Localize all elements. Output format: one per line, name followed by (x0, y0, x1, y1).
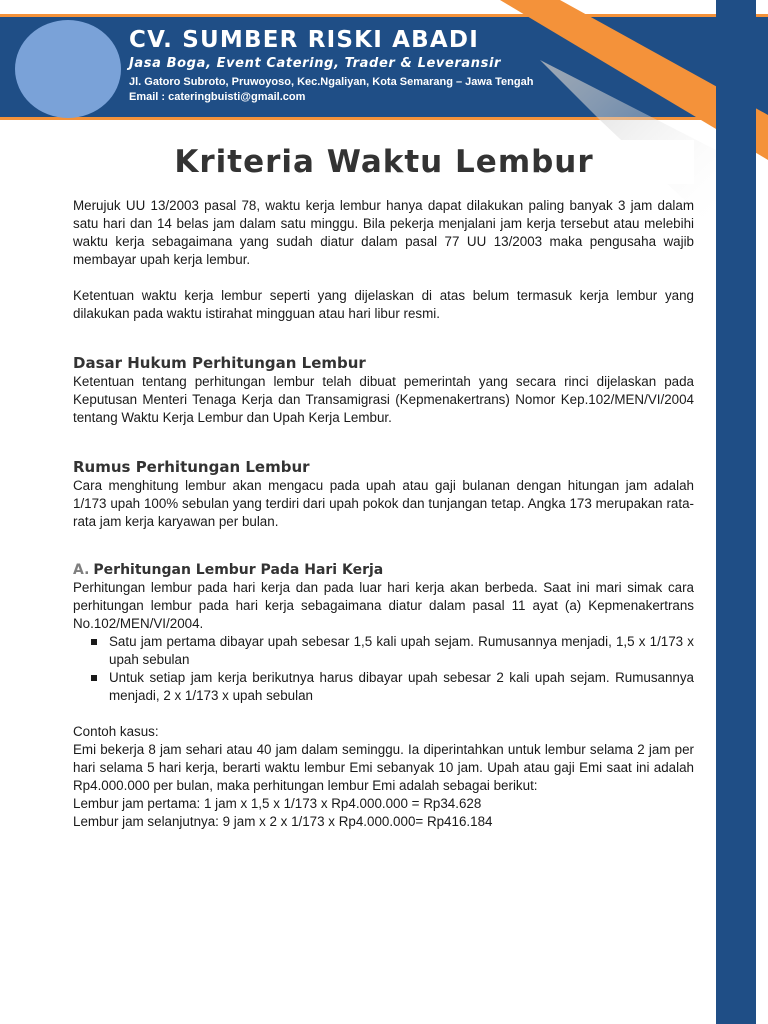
intro-paragraph-2: Ketentuan waktu kerja lembur seperti yang dijelaskan di atas belum termasuk kerja lembur yang dilakukan pada waktu istirahat mingguan atau hari libur resmi. (73, 288, 694, 321)
section-letter: A. (73, 562, 90, 578)
intro-paragraph-1: Merujuk UU 13/2003 pasal 78, waktu kerja lembur hanya dapat dilakukan paling banyak 3 jam dalam satu hari dan 14 belas jam dalam satu minggu. Bila pekerja menjalani jam kerja tersebut atau melebihi waktu kerja sebagaimana yang sudah diatur dalam pasal 77 UU 13/2003 maka pengusaha wajib membayar upah kerja lembur. (73, 198, 694, 267)
document-body (73, 197, 694, 831)
example-paragraph: Emi bekerja 8 jam sehari atau 40 jam dalam seminggu. Ia diperintahkan untuk lembur selama 2 jam per hari selama 5 hari kerja, berarti waktu lembur Emi sebanyak 10 jam. Upah atau gaji Emi saat ini adalah Rp4.000.000 per bulan, maka perhitungan lembur Emi adalah sebagai berikut: (73, 742, 694, 793)
section-heading-rumus: Rumus Perhitungan Lembur (73, 458, 310, 476)
list-item: Untuk setiap jam kerja berikutnya harus dibayar upah sebesar 2 kali upah sejam. Rumusannya menjadi, 2 x 1/173 x upah sebulan (73, 669, 694, 705)
section-a-bullet-list (73, 633, 694, 705)
right-side-bar (716, 0, 756, 1024)
company-email: Email : cateringbuisti@gmail.com (129, 91, 306, 103)
page-title: Kriteria Waktu Lembur (74, 140, 694, 184)
bullet-icon (91, 675, 97, 681)
example-calculation-2: Lembur jam selanjutnya: 9 jam x 2 x 1/173 x Rp4.000.000= Rp416.184 (73, 814, 493, 829)
section-heading-a (73, 561, 694, 579)
company-name: CV. SUMBER RISKI ABADI (129, 27, 479, 53)
dasar-hukum-paragraph: Ketentuan tentang perhitungan lembur telah dibuat pemerintah yang secara rinci dijelaskan pada Keputusan Menteri Tenaga Kerja dan Transamigrasi (Kepmenakertrans) Nomor Kep.102/MEN/VI/2004 tentang Waktu Kerja Lembur dan Upah Kerja Lembur. (73, 374, 694, 425)
company-address: Jl. Gatoro Subroto, Pruwoyoso, Kec.Ngaliyan, Kota Semarang – Jawa Tengah (129, 76, 534, 88)
example-calculation-1: Lembur jam pertama: 1 jam x 1,5 x 1/173 x Rp4.000.000 = Rp34.628 (73, 796, 482, 811)
example-label: Contoh kasus: (73, 724, 159, 739)
section-a-paragraph: Perhitungan lembur pada hari kerja dan pada luar hari kerja akan berbeda. Saat ini mari simak cara perhitungan lembur pada hari kerja sebagaimana diatur dalam pasal 11 ayat (a) Kepmenakertrans No.102/MEN/VI/2004. (73, 580, 694, 631)
list-item: Satu jam pertama dibayar upah sebesar 1,5 kali upah sejam. Rumusannya menjadi, 1,5 x 1/173 x upah sebulan (73, 633, 694, 669)
section-heading-dasar-hukum: Dasar Hukum Perhitungan Lembur (73, 354, 366, 372)
bullet-icon (91, 639, 97, 645)
section-a-title: Perhitungan Lembur Pada Hari Kerja (93, 562, 384, 578)
company-tagline: Jasa Boga, Event Catering, Trader & Leveransir (129, 56, 502, 71)
rumus-paragraph: Cara menghitung lembur akan mengacu pada upah atau gaji bulanan dengan hitungan jam adalah 1/173 upah 100% sebulan yang terdiri dari upah pokok dan tunjangan tetap. Angka 173 merupakan rata-rata jam kerja karyawan per bulan. (73, 478, 694, 529)
